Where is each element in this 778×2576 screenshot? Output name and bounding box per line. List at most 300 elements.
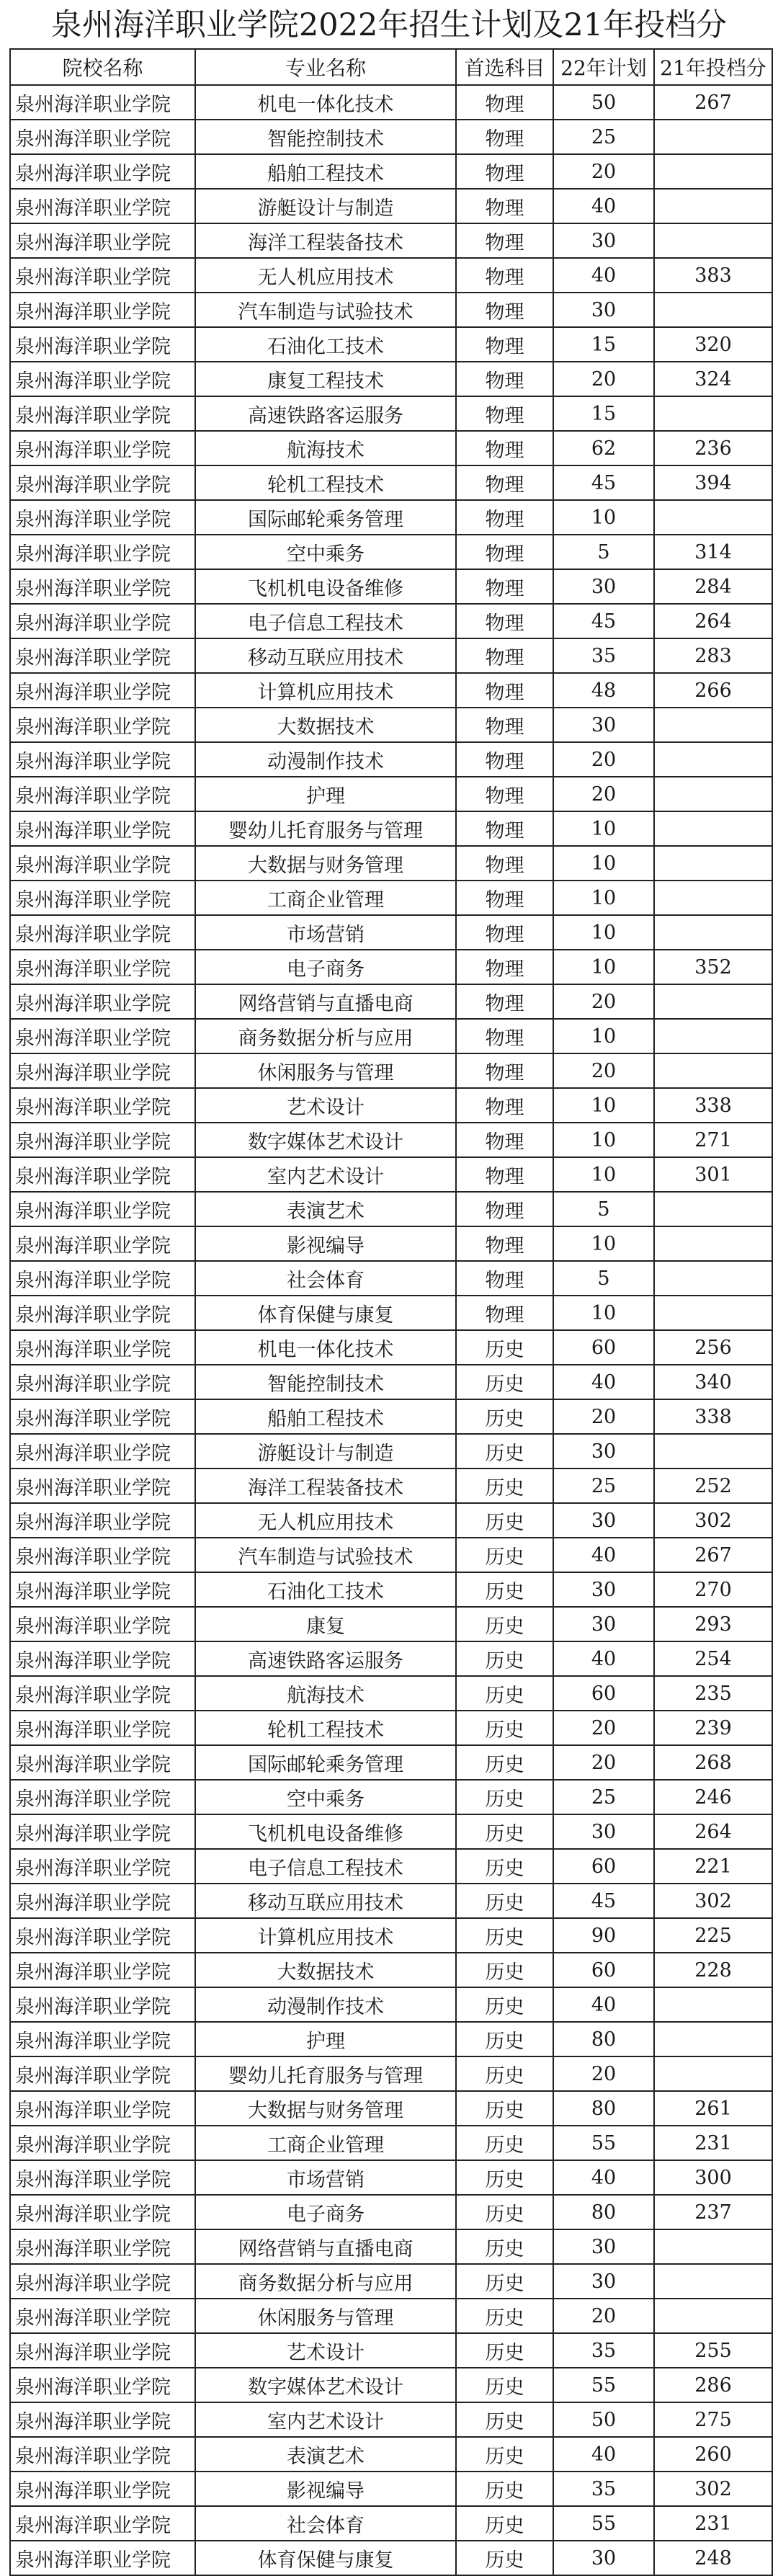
table-row — [10, 1607, 772, 1641]
cell-school: 泉州海洋职业学院 — [10, 1157, 195, 1192]
cell-subject: 物理 — [456, 708, 553, 742]
cell-subject: 物理 — [456, 1019, 553, 1053]
cell-major: 电子信息工程技术 — [195, 1849, 456, 1884]
cell-subject: 物理 — [456, 293, 553, 327]
table-row — [10, 1053, 772, 1088]
table-row — [10, 1641, 772, 1676]
cell-plan-2022: 20 — [553, 777, 654, 811]
cell-subject: 历史 — [456, 1814, 553, 1849]
cell-score-2021: 286 — [654, 2368, 772, 2402]
cell-major: 社会体育 — [195, 1261, 456, 1296]
cell-major: 机电一体化技术 — [195, 1330, 456, 1365]
cell-major: 工商企业管理 — [195, 881, 456, 915]
cell-score-2021 — [654, 154, 772, 189]
cell-plan-2022: 10 — [553, 950, 654, 984]
cell-major: 移动互联应用技术 — [195, 638, 456, 673]
cell-score-2021: 236 — [654, 431, 772, 465]
table-row — [10, 2368, 772, 2402]
cell-major: 无人机应用技术 — [195, 258, 456, 293]
cell-major: 高速铁路客运服务 — [195, 396, 456, 431]
cell-score-2021: 254 — [654, 1641, 772, 1676]
cell-school: 泉州海洋职业学院 — [10, 1849, 195, 1884]
table-row — [10, 223, 772, 258]
cell-school: 泉州海洋职业学院 — [10, 1814, 195, 1849]
table-row — [10, 2472, 772, 2506]
cell-score-2021: 320 — [654, 327, 772, 362]
cell-plan-2022: 60 — [553, 1330, 654, 1365]
cell-school: 泉州海洋职业学院 — [10, 881, 195, 915]
cell-score-2021 — [654, 708, 772, 742]
cell-subject: 物理 — [456, 1123, 553, 1157]
cell-plan-2022: 10 — [553, 915, 654, 950]
cell-score-2021 — [654, 915, 772, 950]
cell-plan-2022: 40 — [553, 2437, 654, 2472]
table-row — [10, 2299, 772, 2333]
cell-school: 泉州海洋职业学院 — [10, 396, 195, 431]
cell-major: 计算机应用技术 — [195, 1918, 456, 1953]
cell-subject: 物理 — [456, 950, 553, 984]
cell-subject: 物理 — [456, 396, 553, 431]
cell-score-2021: 284 — [654, 569, 772, 604]
cell-score-2021: 283 — [654, 638, 772, 673]
table-row — [10, 742, 772, 777]
table-row — [10, 2506, 772, 2541]
table-row — [10, 950, 772, 984]
cell-school: 泉州海洋职业学院 — [10, 777, 195, 811]
cell-school: 泉州海洋职业学院 — [10, 2195, 195, 2229]
table-row — [10, 915, 772, 950]
cell-school: 泉州海洋职业学院 — [10, 1780, 195, 1814]
cell-score-2021 — [654, 811, 772, 846]
cell-subject: 历史 — [456, 2195, 553, 2229]
cell-subject: 历史 — [456, 1987, 553, 2022]
table-row — [10, 1399, 772, 1434]
cell-major: 工商企业管理 — [195, 2126, 456, 2160]
cell-school: 泉州海洋职业学院 — [10, 500, 195, 535]
cell-major: 游艇设计与制造 — [195, 1434, 456, 1469]
cell-school: 泉州海洋职业学院 — [10, 1538, 195, 1572]
cell-plan-2022: 35 — [553, 2472, 654, 2506]
cell-plan-2022: 45 — [553, 465, 654, 500]
table-row — [10, 85, 772, 120]
cell-major: 动漫制作技术 — [195, 742, 456, 777]
cell-school: 泉州海洋职业学院 — [10, 1745, 195, 1780]
cell-subject: 历史 — [456, 1572, 553, 1607]
cell-score-2021: 225 — [654, 1918, 772, 1953]
cell-major: 游艇设计与制造 — [195, 189, 456, 223]
cell-plan-2022: 55 — [553, 2506, 654, 2541]
cell-score-2021: 300 — [654, 2160, 772, 2195]
cell-school: 泉州海洋职业学院 — [10, 2402, 195, 2437]
cell-subject: 物理 — [456, 327, 553, 362]
cell-major: 体育保健与康复 — [195, 2541, 456, 2575]
cell-major: 大数据与财务管理 — [195, 2091, 456, 2126]
cell-school: 泉州海洋职业学院 — [10, 1884, 195, 1918]
cell-major: 船舶工程技术 — [195, 1399, 456, 1434]
cell-score-2021: 221 — [654, 1849, 772, 1884]
cell-school: 泉州海洋职业学院 — [10, 2264, 195, 2299]
cell-subject: 历史 — [456, 1399, 553, 1434]
table-row — [10, 638, 772, 673]
table-row — [10, 465, 772, 500]
cell-score-2021: 338 — [654, 1088, 772, 1123]
table-row — [10, 1123, 772, 1157]
cell-school: 泉州海洋职业学院 — [10, 2160, 195, 2195]
cell-plan-2022: 45 — [553, 604, 654, 638]
cell-school: 泉州海洋职业学院 — [10, 811, 195, 846]
cell-score-2021: 268 — [654, 1745, 772, 1780]
table-row — [10, 1780, 772, 1814]
cell-school: 泉州海洋职业学院 — [10, 1192, 195, 1226]
cell-school: 泉州海洋职业学院 — [10, 223, 195, 258]
cell-plan-2022: 15 — [553, 396, 654, 431]
cell-school: 泉州海洋职业学院 — [10, 2333, 195, 2368]
cell-major: 护理 — [195, 2022, 456, 2056]
cell-plan-2022: 20 — [553, 742, 654, 777]
cell-major: 康复 — [195, 1607, 456, 1641]
cell-subject: 历史 — [456, 2299, 553, 2333]
cell-score-2021: 235 — [654, 1676, 772, 1711]
cell-major: 电子商务 — [195, 950, 456, 984]
table-row — [10, 708, 772, 742]
cell-plan-2022: 40 — [553, 258, 654, 293]
cell-subject: 历史 — [456, 2264, 553, 2299]
cell-score-2021 — [654, 777, 772, 811]
cell-major: 移动互联应用技术 — [195, 1884, 456, 1918]
cell-school: 泉州海洋职业学院 — [10, 1918, 195, 1953]
cell-plan-2022: 10 — [553, 1088, 654, 1123]
table-row — [10, 258, 772, 293]
cell-score-2021 — [654, 1296, 772, 1330]
cell-score-2021: 340 — [654, 1365, 772, 1399]
table-row — [10, 189, 772, 223]
cell-school: 泉州海洋职业学院 — [10, 535, 195, 569]
cell-plan-2022: 60 — [553, 1849, 654, 1884]
cell-school: 泉州海洋职业学院 — [10, 1226, 195, 1261]
cell-school: 泉州海洋职业学院 — [10, 569, 195, 604]
cell-school: 泉州海洋职业学院 — [10, 1019, 195, 1053]
cell-plan-2022: 10 — [553, 846, 654, 881]
table-row — [10, 120, 772, 154]
cell-major: 社会体育 — [195, 2506, 456, 2541]
table-row — [10, 327, 772, 362]
cell-school: 泉州海洋职业学院 — [10, 431, 195, 465]
cell-plan-2022: 30 — [553, 1607, 654, 1641]
cell-score-2021 — [654, 1019, 772, 1053]
cell-score-2021: 261 — [654, 2091, 772, 2126]
cell-plan-2022: 40 — [553, 1365, 654, 1399]
cell-plan-2022: 20 — [553, 1745, 654, 1780]
cell-score-2021: 231 — [654, 2126, 772, 2160]
cell-major: 船舶工程技术 — [195, 154, 456, 189]
cell-school: 泉州海洋职业学院 — [10, 604, 195, 638]
table-row — [10, 1953, 772, 1987]
cell-plan-2022: 45 — [553, 1884, 654, 1918]
table-row — [10, 2333, 772, 2368]
cell-major: 护理 — [195, 777, 456, 811]
cell-school: 泉州海洋职业学院 — [10, 1399, 195, 1434]
cell-plan-2022: 20 — [553, 154, 654, 189]
table-row — [10, 2022, 772, 2056]
cell-major: 休闲服务与管理 — [195, 2299, 456, 2333]
cell-school: 泉州海洋职业学院 — [10, 1469, 195, 1503]
cell-school: 泉州海洋职业学院 — [10, 1365, 195, 1399]
cell-major: 机电一体化技术 — [195, 85, 456, 120]
table-body — [10, 85, 772, 2575]
cell-major: 飞机机电设备维修 — [195, 569, 456, 604]
cell-plan-2022: 25 — [553, 1780, 654, 1814]
cell-score-2021 — [654, 2264, 772, 2299]
table-row — [10, 1365, 772, 1399]
cell-school: 泉州海洋职业学院 — [10, 2091, 195, 2126]
cell-score-2021 — [654, 1987, 772, 2022]
cell-major: 表演艺术 — [195, 1192, 456, 1226]
cell-major: 轮机工程技术 — [195, 1711, 456, 1745]
cell-major: 高速铁路客运服务 — [195, 1641, 456, 1676]
table-row — [10, 2195, 772, 2229]
cell-school: 泉州海洋职业学院 — [10, 2229, 195, 2264]
cell-major: 室内艺术设计 — [195, 1157, 456, 1192]
cell-school: 泉州海洋职业学院 — [10, 2126, 195, 2160]
table-row — [10, 362, 772, 396]
cell-score-2021 — [654, 120, 772, 154]
table-row — [10, 431, 772, 465]
table-row — [10, 1918, 772, 1953]
cell-plan-2022: 5 — [553, 1192, 654, 1226]
table-row — [10, 500, 772, 535]
cell-subject: 物理 — [456, 1261, 553, 1296]
cell-school: 泉州海洋职业学院 — [10, 846, 195, 881]
table-row — [10, 535, 772, 569]
cell-plan-2022: 80 — [553, 2091, 654, 2126]
table-row — [10, 2437, 772, 2472]
page-title: 泉州海洋职业学院2022年招生计划及21年投档分 — [50, 7, 728, 43]
table-row — [10, 1157, 772, 1192]
cell-subject: 历史 — [456, 2506, 553, 2541]
cell-plan-2022: 20 — [553, 2299, 654, 2333]
cell-school: 泉州海洋职业学院 — [10, 1953, 195, 1987]
cell-plan-2022: 40 — [553, 1538, 654, 1572]
cell-subject: 历史 — [456, 1607, 553, 1641]
cell-subject: 物理 — [456, 1157, 553, 1192]
cell-score-2021: 293 — [654, 1607, 772, 1641]
cell-score-2021: 266 — [654, 673, 772, 708]
cell-school: 泉州海洋职业学院 — [10, 1987, 195, 2022]
cell-major: 航海技术 — [195, 431, 456, 465]
cell-subject: 物理 — [456, 604, 553, 638]
cell-plan-2022: 40 — [553, 189, 654, 223]
cell-score-2021: 255 — [654, 2333, 772, 2368]
table-row — [10, 984, 772, 1019]
table-row — [10, 2402, 772, 2437]
cell-major: 电子商务 — [195, 2195, 456, 2229]
cell-school: 泉州海洋职业学院 — [10, 638, 195, 673]
cell-plan-2022: 10 — [553, 881, 654, 915]
cell-plan-2022: 10 — [553, 1296, 654, 1330]
cell-subject: 物理 — [456, 362, 553, 396]
cell-subject: 历史 — [456, 1503, 553, 1538]
cell-plan-2022: 60 — [553, 1676, 654, 1711]
cell-school: 泉州海洋职业学院 — [10, 1434, 195, 1469]
cell-major: 轮机工程技术 — [195, 465, 456, 500]
cell-score-2021: 275 — [654, 2402, 772, 2437]
cell-school: 泉州海洋职业学院 — [10, 362, 195, 396]
cell-subject: 历史 — [456, 2541, 553, 2575]
cell-score-2021: 228 — [654, 1953, 772, 1987]
table-row — [10, 1434, 772, 1469]
table-row — [10, 604, 772, 638]
cell-major: 石油化工技术 — [195, 327, 456, 362]
cell-plan-2022: 5 — [553, 1261, 654, 1296]
cell-major: 汽车制造与试验技术 — [195, 293, 456, 327]
cell-subject: 物理 — [456, 881, 553, 915]
cell-subject: 历史 — [456, 2229, 553, 2264]
cell-plan-2022: 40 — [553, 2160, 654, 2195]
table-row — [10, 1987, 772, 2022]
admission-table — [9, 48, 773, 2576]
cell-subject: 历史 — [456, 2126, 553, 2160]
cell-plan-2022: 10 — [553, 1157, 654, 1192]
cell-subject: 物理 — [456, 742, 553, 777]
cell-plan-2022: 15 — [553, 327, 654, 362]
cell-score-2021 — [654, 1192, 772, 1226]
cell-major: 体育保健与康复 — [195, 1296, 456, 1330]
cell-subject: 物理 — [456, 1053, 553, 1088]
cell-major: 影视编导 — [195, 1226, 456, 1261]
cell-subject: 历史 — [456, 1434, 553, 1469]
cell-school: 泉州海洋职业学院 — [10, 1330, 195, 1365]
cell-score-2021: 252 — [654, 1469, 772, 1503]
cell-plan-2022: 50 — [553, 85, 654, 120]
table-row — [10, 1676, 772, 1711]
cell-major: 室内艺术设计 — [195, 2402, 456, 2437]
cell-plan-2022: 10 — [553, 500, 654, 535]
cell-subject: 物理 — [456, 777, 553, 811]
cell-subject: 物理 — [456, 673, 553, 708]
cell-score-2021: 270 — [654, 1572, 772, 1607]
cell-major: 智能控制技术 — [195, 120, 456, 154]
cell-subject: 历史 — [456, 1365, 553, 1399]
cell-plan-2022: 5 — [553, 535, 654, 569]
cell-major: 艺术设计 — [195, 2333, 456, 2368]
cell-plan-2022: 25 — [553, 1469, 654, 1503]
cell-school: 泉州海洋职业学院 — [10, 1503, 195, 1538]
cell-score-2021 — [654, 1261, 772, 1296]
table-row — [10, 673, 772, 708]
cell-subject: 物理 — [456, 1296, 553, 1330]
cell-plan-2022: 40 — [553, 1987, 654, 2022]
cell-plan-2022: 35 — [553, 2333, 654, 2368]
header-plan-2022: 22年计划 — [553, 49, 654, 85]
table-row — [10, 1088, 772, 1123]
cell-score-2021 — [654, 189, 772, 223]
table-row — [10, 2091, 772, 2126]
cell-plan-2022: 62 — [553, 431, 654, 465]
cell-subject: 物理 — [456, 915, 553, 950]
cell-major: 计算机应用技术 — [195, 673, 456, 708]
cell-score-2021: 301 — [654, 1157, 772, 1192]
cell-score-2021: 260 — [654, 2437, 772, 2472]
cell-school: 泉州海洋职业学院 — [10, 915, 195, 950]
cell-plan-2022: 30 — [553, 2541, 654, 2575]
cell-subject: 历史 — [456, 2160, 553, 2195]
cell-subject: 历史 — [456, 2022, 553, 2056]
cell-subject: 物理 — [456, 258, 553, 293]
header-score-2021: 21年投档分 — [654, 49, 772, 85]
cell-school: 泉州海洋职业学院 — [10, 2022, 195, 2056]
cell-school: 泉州海洋职业学院 — [10, 120, 195, 154]
cell-plan-2022: 20 — [553, 1711, 654, 1745]
cell-plan-2022: 80 — [553, 2195, 654, 2229]
cell-major: 市场营销 — [195, 2160, 456, 2195]
cell-score-2021: 394 — [654, 465, 772, 500]
cell-plan-2022: 10 — [553, 811, 654, 846]
cell-subject: 历史 — [456, 1711, 553, 1745]
cell-major: 大数据技术 — [195, 1953, 456, 1987]
cell-major: 大数据与财务管理 — [195, 846, 456, 881]
cell-plan-2022: 30 — [553, 293, 654, 327]
cell-score-2021 — [654, 984, 772, 1019]
cell-subject: 历史 — [456, 1918, 553, 1953]
cell-plan-2022: 10 — [553, 1123, 654, 1157]
cell-school: 泉州海洋职业学院 — [10, 189, 195, 223]
cell-plan-2022: 20 — [553, 2056, 654, 2091]
cell-school: 泉州海洋职业学院 — [10, 1261, 195, 1296]
cell-major: 空中乘务 — [195, 1780, 456, 1814]
cell-plan-2022: 20 — [553, 984, 654, 1019]
cell-score-2021: 267 — [654, 1538, 772, 1572]
table-row — [10, 1330, 772, 1365]
cell-school: 泉州海洋职业学院 — [10, 1711, 195, 1745]
cell-score-2021: 338 — [654, 1399, 772, 1434]
cell-school: 泉州海洋职业学院 — [10, 1607, 195, 1641]
cell-plan-2022: 30 — [553, 2229, 654, 2264]
cell-school: 泉州海洋职业学院 — [10, 2368, 195, 2402]
cell-major: 石油化工技术 — [195, 1572, 456, 1607]
cell-plan-2022: 30 — [553, 1814, 654, 1849]
table-row — [10, 811, 772, 846]
cell-school: 泉州海洋职业学院 — [10, 2506, 195, 2541]
cell-school: 泉州海洋职业学院 — [10, 673, 195, 708]
cell-major: 数字媒体艺术设计 — [195, 2368, 456, 2402]
cell-plan-2022: 30 — [553, 1503, 654, 1538]
table-row — [10, 1192, 772, 1226]
cell-major: 数字媒体艺术设计 — [195, 1123, 456, 1157]
cell-subject: 物理 — [456, 1192, 553, 1226]
cell-subject: 物理 — [456, 984, 553, 1019]
table-row — [10, 1745, 772, 1780]
cell-school: 泉州海洋职业学院 — [10, 1641, 195, 1676]
cell-plan-2022: 10 — [553, 1019, 654, 1053]
table-row — [10, 846, 772, 881]
cell-subject: 历史 — [456, 1745, 553, 1780]
cell-subject: 历史 — [456, 1953, 553, 1987]
header-school: 院校名称 — [10, 49, 195, 85]
cell-score-2021: 264 — [654, 604, 772, 638]
cell-major: 婴幼儿托育服务与管理 — [195, 2056, 456, 2091]
cell-subject: 物理 — [456, 535, 553, 569]
cell-subject: 物理 — [456, 85, 553, 120]
cell-major: 网络营销与直播电商 — [195, 2229, 456, 2264]
cell-plan-2022: 30 — [553, 1572, 654, 1607]
cell-score-2021 — [654, 742, 772, 777]
cell-score-2021: 267 — [654, 85, 772, 120]
cell-subject: 物理 — [456, 1226, 553, 1261]
cell-score-2021: 314 — [654, 535, 772, 569]
cell-score-2021: 264 — [654, 1814, 772, 1849]
cell-school: 泉州海洋职业学院 — [10, 154, 195, 189]
cell-major: 动漫制作技术 — [195, 1987, 456, 2022]
